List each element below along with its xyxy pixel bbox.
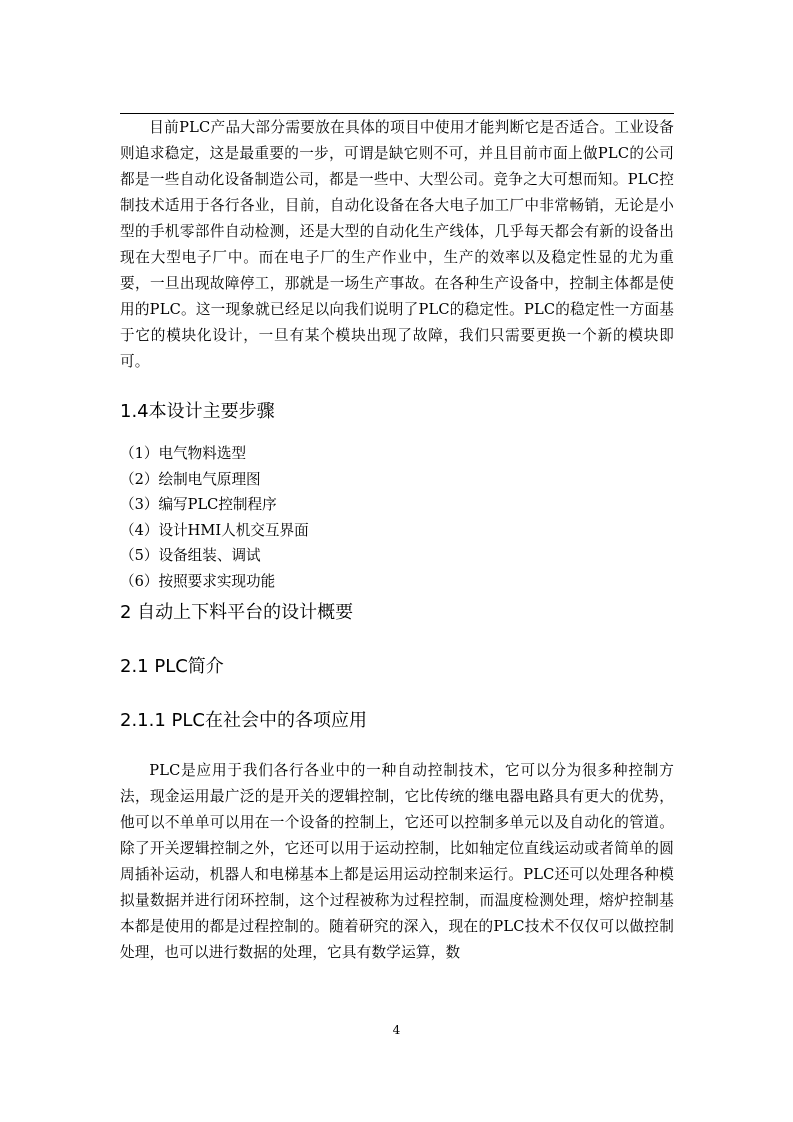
heading-2: 2 自动上下料平台的设计概要 [120, 602, 354, 623]
heading-2-1: 2.1 PLC简介 [120, 656, 224, 677]
paragraph-plc-stability: 目前PLC产品大部分需要放在具体的项目中使用才能判断它是否适合。工业设备则追求稳定，这是最重要的一步，可谓是缺它则不可，并且目前市面上做PLC的公司都是一些自动化设备制造公司，都是一些中、大型公司。竞争之大可想而知。PLC控制技术适用于各行各业，目前，自动化设备在各大电子加工厂中非常畅销，无论是小型的手机零部件自动检测，还是大型的自动化生产线体，几乎每天都会有新的设备出现在大型电子厂中。而在电子厂的生产作业中，生产的效率以及稳定性显的尤为重要，一旦出现故障停工，那就是一场生产事故。在各种生产设备中，控制主体都是使用的PLC。这一现象就已经足以向我们说明了PLC的稳定性。PLC的稳定性一方面基于它的模块化设计，一旦有某个模块出现了故障，我们只需要更换一个新的模块即可。 [120, 119, 674, 370]
page-content [120, 113, 674, 966]
list-item: （5）设备组装、调试 [120, 547, 261, 564]
list-item: （2）绘制电气原理图 [120, 470, 261, 488]
heading-1-4: 1.4本设计主要步骤 [120, 401, 275, 422]
list-item: （3）编写PLC控制程序 [120, 496, 277, 513]
page-number: 4 [392, 1023, 401, 1037]
list-item: （1）电气物料选型 [120, 445, 247, 462]
list-item: （6）按照要求实现功能 [120, 572, 276, 590]
list-item: （4）设计HMI人机交互界面 [120, 521, 309, 539]
heading-2-1-1: 2.1.1 PLC在社会中的各项应用 [120, 710, 367, 731]
paragraph-plc-applications: PLC是应用于我们各行各业中的一种自动控制技术，它可以分为很多种控制方法，现金运用最广泛的是开关的逻辑控制，它比传统的继电器电路具有更大的优势，他可以不单单可以用在一个设备的控制上，它还可以控制多单元以及自动化的管道。除了开关逻辑控制之外，它还可以用于运动控制，比如轴定位直线运动或者简单的圆周插补运动，机器人和电梯基本上都是运用运动控制来运行。PLC还可以处理各种模拟量数据并进行闭环控制，这个过程被称为过程控制，而温度检测处理，熔炉控制基本都是使用的都是过程控制的。随着研究的深入，现在的PLC技术不仅仅可以做控制处理，也可以进行数据的处理，它具有数学运算，数 [120, 762, 674, 961]
design-steps-list [120, 441, 674, 594]
